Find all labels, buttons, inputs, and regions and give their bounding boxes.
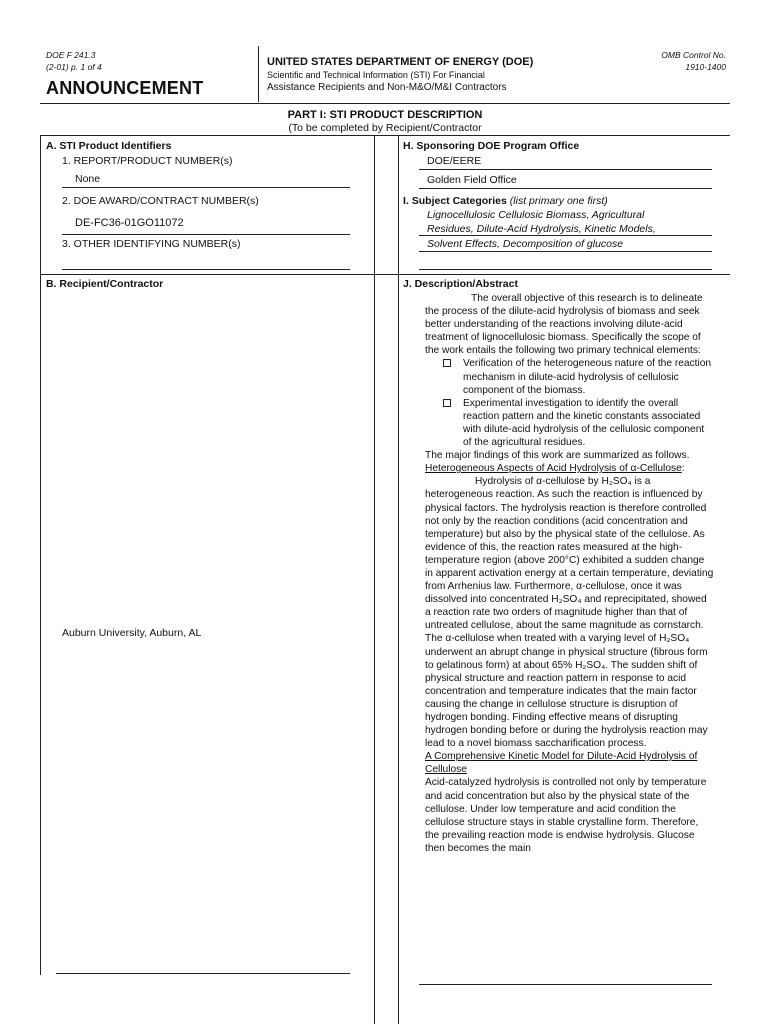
award-number-label: 2. DOE AWARD/CONTRACT NUMBER(s)	[62, 195, 259, 207]
other-number-line	[62, 269, 350, 270]
program-office-line-2	[419, 188, 712, 189]
form-page: (2-01) p. 1 of 4	[46, 62, 102, 72]
section-b-heading: B. Recipient/Contractor	[46, 278, 164, 290]
subject-categories-note: (list primary one first)	[506, 195, 608, 207]
left-border	[40, 135, 41, 975]
report-number-label: 1. REPORT/PRODUCT NUMBER(s)	[62, 155, 233, 167]
department-title: UNITED STATES DEPARTMENT OF ENERGY (DOE)	[267, 56, 534, 68]
heading-1-text: Heterogeneous Aspects of Acid Hydrolysis of α-Cellulose	[425, 463, 682, 475]
part-subtitle: (To be completed by Recipient/Contractor	[288, 122, 482, 134]
checkbox-icon	[443, 359, 451, 367]
program-office-value-2[interactable]: Golden Field Office	[427, 174, 517, 186]
section-h-heading: H. Sponsoring DOE Program Office	[403, 140, 580, 152]
heading-1-colon: :	[681, 463, 685, 475]
omb-label: OMB Control No.	[661, 50, 726, 60]
recipient-value[interactable]: Auburn University, Auburn, AL	[62, 627, 202, 639]
subject-underline-3	[419, 269, 712, 270]
program-office-line-1	[419, 169, 712, 170]
subject-underline-2	[419, 251, 712, 252]
abstract-bottom-line	[419, 984, 712, 985]
header-subtitle-1: Scientific and Technical Information (STI) For Financial	[267, 70, 485, 80]
abstract-body	[425, 292, 715, 855]
section-a-heading: A. STI Product Identifiers	[46, 140, 172, 152]
recipient-line	[56, 973, 350, 974]
form-id: DOE F 241.3	[46, 50, 96, 60]
subject-line-1[interactable]: Lignocellulosic Cellulosic Biomass, Agricultural	[427, 209, 645, 221]
abstract-bullet-2	[425, 397, 715, 449]
report-number-line	[62, 187, 350, 188]
header-subtitle-2: Assistance Recipients and Non-M&O/M&I Contractors	[267, 82, 507, 93]
subject-line-2[interactable]: Residues, Dilute-Acid Hydrolysis, Kinetic Models,	[427, 223, 656, 235]
bullet-2-text: Experimental investigation to identify the overall reaction pattern and the kinetic constants associated with dilute-acid hydrolysis of the cellulosic component of the agricultural residues.	[463, 397, 705, 449]
subject-underline-1	[419, 235, 712, 236]
header-divider	[258, 46, 259, 102]
abstract-para-1: Hydrolysis of α-cellulose by H₂SO₄ is a heterogeneous reaction. As such the reaction is influenced by physical factors. The hydrolysis reaction is therefore controlled not only by the reaction conditions (acid concentration and temperature) but also by the physical state of the cellulose. As evidence of this, the reaction rates measured at the high-temperature region (above 200°C) exhibited a sudden change in apparent activation energy at a certain temperature, deviating from Arrhenius law. Furthermore, α-cellulose, once it was dissolved into concentrated H₂SO₄ and reprecipitated, showed a reaction rate two orders of magnitude higher than that of untreated cellulose, about the same magnitude as cornstarch. The α-cellulose when treated with a varying level of H₂SO₄ underwent an abrupt change in physical structure (fibrous form to gelatinous form) at about 65% H₂SO₄. The sudden shift of physical structure and reaction pattern in response to acid concentration and temperature indicates that the main factor causing the change in cellulose structure is disruption of hydrogen bonding. Finding effective means of disrupting hydrogen bonding before or during the hydrolysis reaction may lead to a novel biomass saccharification process.	[425, 476, 714, 750]
column-divider-right	[398, 135, 399, 1024]
header-rule	[40, 103, 730, 104]
award-number-line	[62, 234, 350, 235]
subject-categories-title: I. Subject Categories	[403, 195, 507, 207]
abstract-findings: The major findings of this work are summarized as follows.	[425, 450, 690, 462]
abstract-intro: The overall objective of this research is to delineate the process of the dilute-acid hydrolysis of biomass and seek better understanding of the reactions involving dilute-acid treatment of lignocellulosic biomass. Specifically the scope of the work entails the following two primary technical elements:	[425, 293, 703, 357]
checkbox-icon	[443, 399, 451, 407]
abstract-bullets	[425, 357, 715, 449]
abstract-heading-2: A Comprehensive Kinetic Model for Dilute-Acid Hydrolysis of Cellulose	[425, 751, 698, 776]
abstract-heading-1	[425, 462, 715, 475]
abstract-para-2: Acid-catalyzed hydrolysis is controlled not only by temperature and acid concentration but also by the physical state of the cellulose. Under low temperature and acid condition the cellulose structure stays in stable crystalline form. Therefore, the prevailing reaction mode is endwise hydrolysis. Glucose then becomes the main	[425, 777, 707, 854]
abstract-bullet-1	[425, 357, 715, 396]
section-i-heading	[403, 195, 608, 207]
subject-line-3[interactable]: Solvent Effects, Decomposition of glucose	[427, 238, 624, 250]
part-rule	[40, 135, 730, 136]
omb-number: 1910-1400	[685, 62, 726, 72]
other-number-label: 3. OTHER IDENTIFYING NUMBER(s)	[62, 238, 241, 250]
program-office-value-1[interactable]: DOE/EERE	[427, 155, 482, 167]
report-number-value[interactable]: None	[75, 173, 101, 185]
part-title: PART I: STI PRODUCT DESCRIPTION	[287, 109, 483, 121]
announcement-title: ANNOUNCEMENT	[46, 78, 204, 98]
column-divider-left	[374, 135, 375, 1024]
section-separator	[40, 274, 730, 275]
bullet-1-text: Verification of the heterogeneous nature of the reaction mechanism in dilute-acid hydrolysis of cellulosic component of the biomass.	[463, 358, 712, 396]
award-number-value[interactable]: DE-FC36-01GO11072	[75, 217, 184, 229]
section-j-heading: J. Description/Abstract	[403, 278, 518, 290]
